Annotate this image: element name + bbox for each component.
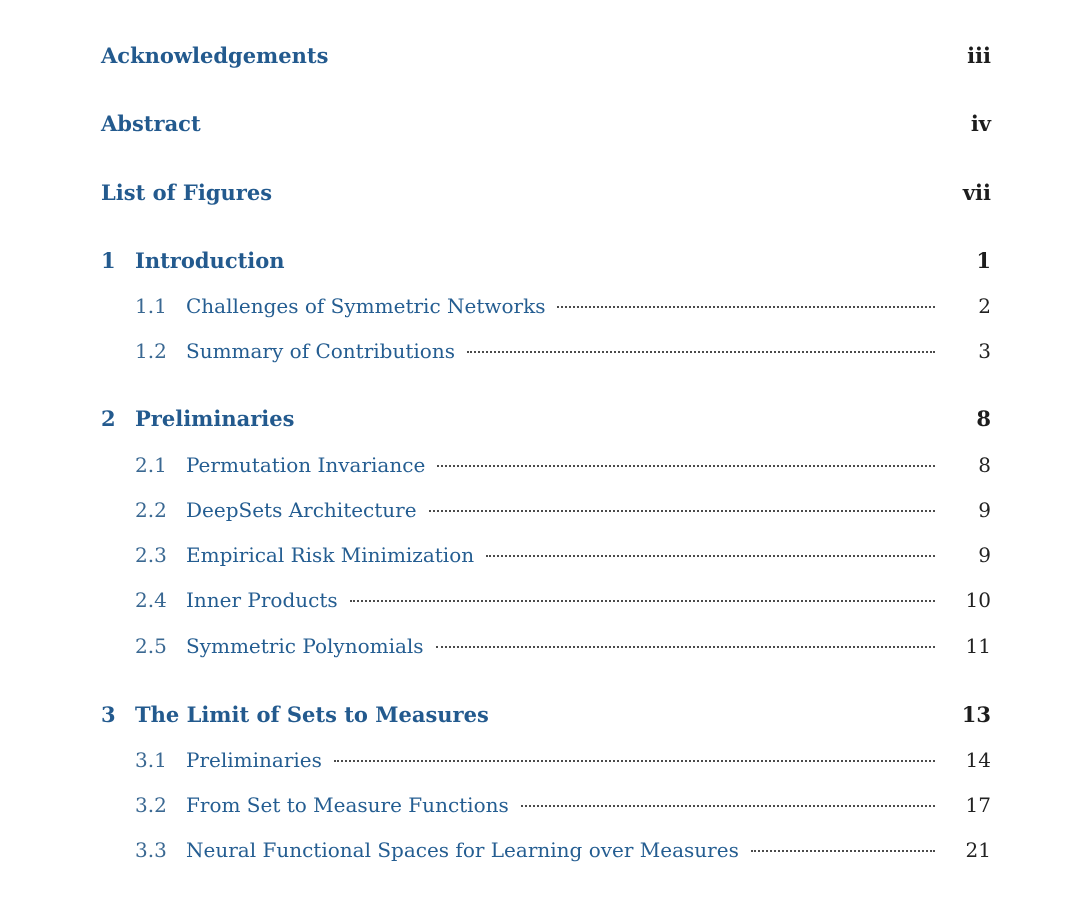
toc-chapter-2[interactable] (101, 406, 991, 431)
section-title[interactable]: Challenges of Symmetric Networks (186, 294, 546, 318)
dot-leader (437, 465, 935, 467)
toc-page-number: 1 (976, 248, 991, 273)
section-title[interactable]: Permutation Invariance (186, 453, 426, 477)
dot-leader (521, 805, 935, 807)
dot-leader (486, 555, 935, 557)
section-title[interactable]: From Set to Measure Functions (186, 793, 509, 817)
toc-entry-title[interactable]: Abstract (101, 111, 201, 136)
section-title[interactable]: Preliminaries (186, 748, 322, 772)
section-title[interactable]: Inner Products (186, 588, 338, 612)
toc-page-number: 11 (965, 634, 991, 658)
section-number: 2.2 (135, 498, 167, 522)
toc-front-acknowledgements[interactable] (101, 43, 991, 68)
toc-page-number: 8 (978, 453, 991, 477)
chapter-number: 2 (101, 406, 116, 431)
toc-section-2-2[interactable] (135, 498, 991, 522)
dot-leader (350, 600, 935, 602)
chapter-number: 3 (101, 702, 116, 727)
section-number: 2.3 (135, 543, 167, 567)
section-title[interactable]: Neural Functional Spaces for Learning over Measures (186, 838, 739, 862)
toc-page-number: 2 (978, 294, 991, 318)
dot-leader (751, 850, 935, 852)
toc-chapter-1[interactable] (101, 248, 991, 273)
toc-section-3-2[interactable] (135, 793, 991, 817)
dot-leader (334, 760, 935, 762)
toc-page-number: iii (967, 43, 991, 68)
toc-page-number: 8 (976, 406, 991, 431)
toc-section-3-3[interactable] (135, 838, 991, 862)
toc-page-number: vii (962, 180, 991, 205)
toc-page-number: 9 (978, 543, 991, 567)
section-title[interactable]: Empirical Risk Minimization (186, 543, 475, 567)
toc-section-2-3[interactable] (135, 543, 991, 567)
toc-page-number: iv (970, 111, 991, 136)
section-title[interactable]: Summary of Contributions (186, 339, 455, 363)
dot-leader (429, 510, 935, 512)
toc-section-2-1[interactable] (135, 453, 991, 477)
toc-page-number: 14 (965, 748, 991, 772)
toc-entry-title[interactable]: List of Figures (101, 180, 273, 205)
dot-leader (436, 646, 935, 648)
toc-page-number: 3 (978, 339, 991, 363)
dot-leader (557, 306, 935, 308)
toc-front-abstract[interactable] (101, 111, 991, 136)
section-number: 2.1 (135, 453, 167, 477)
section-number: 3.2 (135, 793, 167, 817)
section-number: 3.3 (135, 838, 167, 862)
section-title[interactable]: Symmetric Polynomials (186, 634, 424, 658)
toc-page-number: 17 (965, 793, 991, 817)
toc-section-1-1[interactable] (135, 294, 991, 318)
toc-page-number: 13 (961, 702, 991, 727)
toc-page-number: 10 (965, 588, 991, 612)
section-number: 3.1 (135, 748, 167, 772)
toc-front-list-of-figures[interactable] (101, 180, 991, 205)
section-number: 2.5 (135, 634, 167, 658)
chapter-number: 1 (101, 248, 116, 273)
toc-section-3-1[interactable] (135, 748, 991, 772)
section-title[interactable]: DeepSets Architecture (186, 498, 417, 522)
toc-section-2-5[interactable] (135, 634, 991, 658)
toc-chapter-3[interactable] (101, 702, 991, 727)
toc-entry-title[interactable]: Acknowledgements (101, 43, 329, 68)
dot-leader (467, 351, 935, 353)
chapter-title[interactable]: Introduction (135, 248, 285, 273)
section-number: 1.2 (135, 339, 167, 363)
toc-page-number: 21 (965, 838, 991, 862)
toc-section-1-2[interactable] (135, 339, 991, 363)
chapter-title[interactable]: The Limit of Sets to Measures (135, 702, 489, 727)
toc-page-number: 9 (978, 498, 991, 522)
toc-section-2-4[interactable] (135, 588, 991, 612)
section-number: 1.1 (135, 294, 167, 318)
section-number: 2.4 (135, 588, 167, 612)
chapter-title[interactable]: Preliminaries (135, 406, 295, 431)
